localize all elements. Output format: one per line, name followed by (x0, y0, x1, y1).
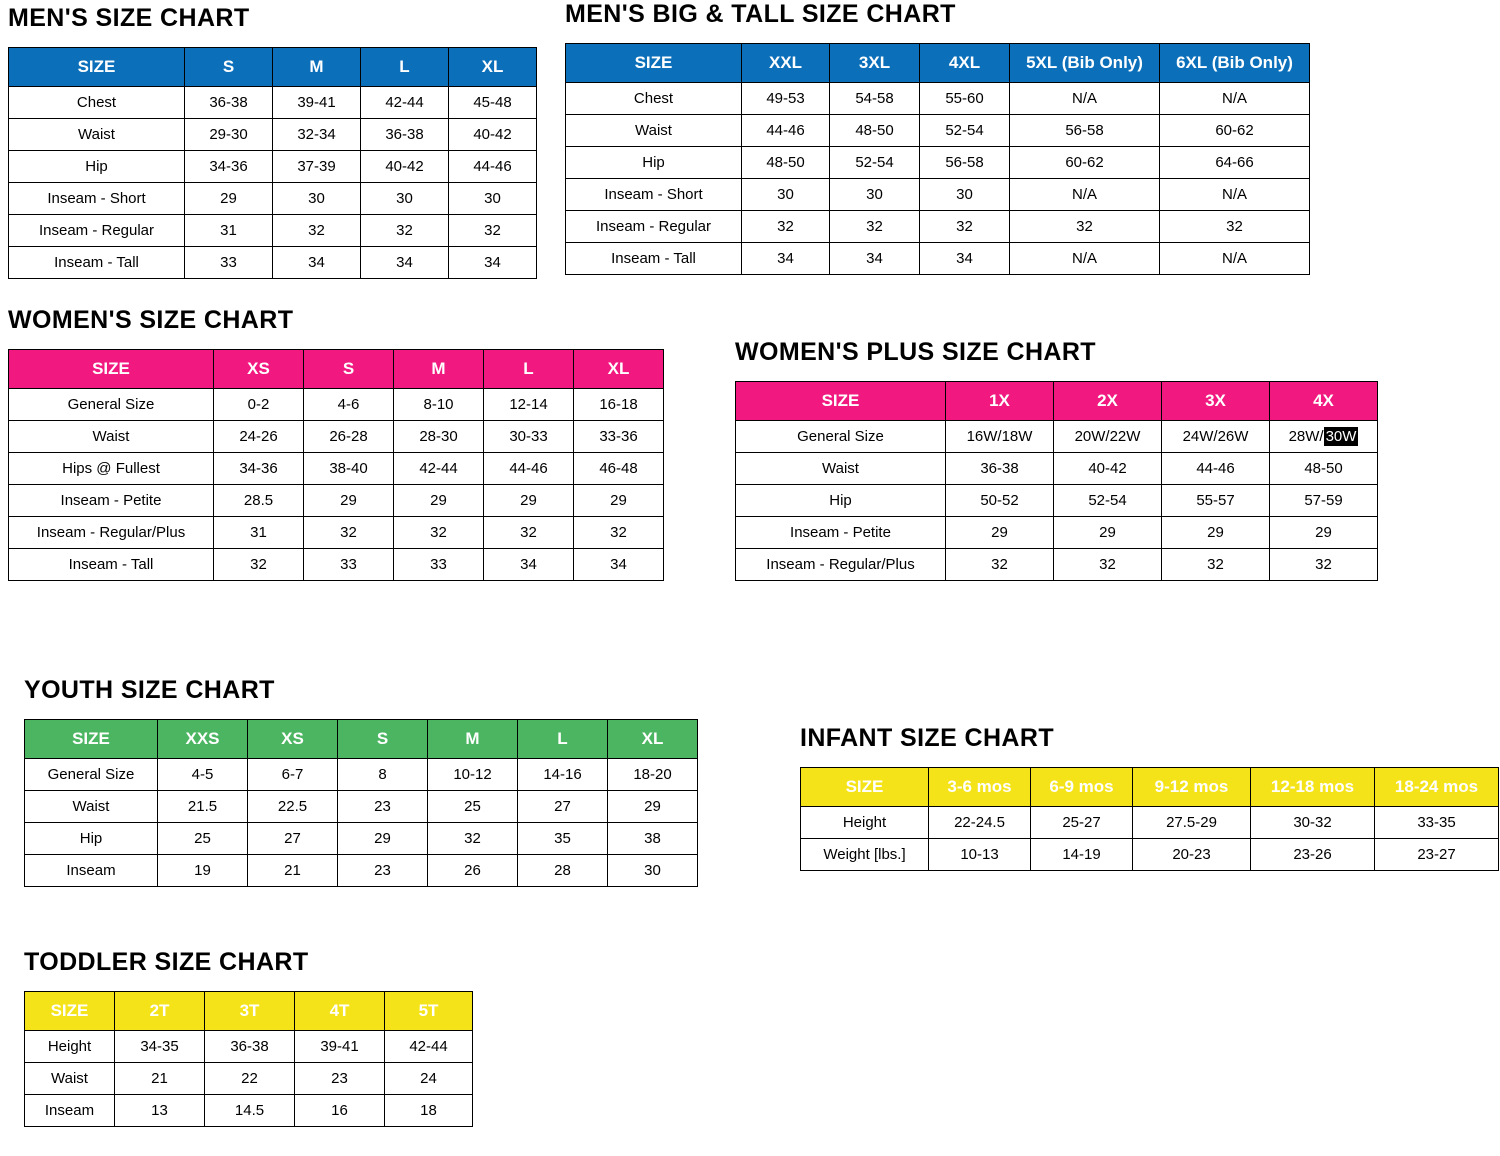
column-header: S (338, 720, 428, 759)
table-row (566, 147, 1310, 179)
column-header: L (518, 720, 608, 759)
table-cell: 56-58 (1010, 115, 1160, 147)
table-cell: 45-48 (449, 87, 537, 119)
table-cell: 10-12 (428, 759, 518, 791)
row-label: Hip (566, 147, 742, 179)
column-header: L (484, 350, 574, 389)
table-cell: 27.5-29 (1133, 807, 1251, 839)
row-label: Inseam (25, 855, 158, 887)
infant-size-table (800, 767, 1499, 871)
table-cell: 23 (295, 1063, 385, 1095)
table-cell: 23-27 (1375, 839, 1499, 871)
column-header: M (273, 48, 361, 87)
table-cell: 12-14 (484, 389, 574, 421)
row-label: Hip (736, 485, 946, 517)
column-header: L (361, 48, 449, 87)
table-row (801, 839, 1499, 871)
youth-size-chart-block (24, 676, 698, 887)
table-cell-selected: 28W/ 30W (1270, 421, 1378, 453)
table-cell: N/A (1160, 179, 1310, 211)
mens-size-chart-block (8, 4, 537, 279)
row-label: Inseam (25, 1095, 115, 1127)
table-cell: 20-23 (1133, 839, 1251, 871)
table-cell: 32 (1054, 549, 1162, 581)
table-cell: 22.5 (248, 791, 338, 823)
table-cell: 25-27 (1031, 807, 1133, 839)
table-row (25, 791, 698, 823)
table-cell: 20W/22W (1054, 421, 1162, 453)
column-header: 2X (1054, 382, 1162, 421)
table-cell: 29 (1054, 517, 1162, 549)
toddler-size-chart-block (24, 948, 473, 1127)
table-cell: 42-44 (361, 87, 449, 119)
table-cell: 32 (1270, 549, 1378, 581)
column-header: 18-24 mos (1375, 768, 1499, 807)
table-cell: 30 (361, 183, 449, 215)
table-cell: 27 (518, 791, 608, 823)
table-cell: 27 (248, 823, 338, 855)
table-row (25, 1031, 473, 1063)
table-cell: 32 (273, 215, 361, 247)
row-label: Waist (9, 421, 214, 453)
table-row (736, 549, 1378, 581)
table-cell: 49-53 (742, 83, 830, 115)
row-label: Waist (566, 115, 742, 147)
table-cell: 38 (608, 823, 698, 855)
table-cell: 42-44 (394, 453, 484, 485)
table-cell: N/A (1010, 83, 1160, 115)
table-cell: 34 (920, 243, 1010, 275)
table-cell: 34-36 (214, 453, 304, 485)
table-cell: 0-2 (214, 389, 304, 421)
table-cell: 32-34 (273, 119, 361, 151)
table-cell: 24 (385, 1063, 473, 1095)
table-cell: 13 (115, 1095, 205, 1127)
table-cell: 30 (742, 179, 830, 211)
row-label: Waist (736, 453, 946, 485)
table-cell: 30-32 (1251, 807, 1375, 839)
table-cell: 14.5 (205, 1095, 295, 1127)
table-cell: 28.5 (214, 485, 304, 517)
table-row (801, 807, 1499, 839)
table-cell: 30 (273, 183, 361, 215)
column-header: XXL (742, 44, 830, 83)
table-cell: 8 (338, 759, 428, 791)
column-header: 6-9 mos (1031, 768, 1133, 807)
table-cell: 32 (920, 211, 1010, 243)
row-label: Inseam - Regular (566, 211, 742, 243)
page-title-womens: WOMEN'S SIZE CHART (8, 306, 294, 334)
column-header: M (428, 720, 518, 759)
table-cell: 38-40 (304, 453, 394, 485)
selected-text: 30W (1325, 428, 1357, 445)
row-label: Waist (25, 1063, 115, 1095)
table-cell: N/A (1160, 243, 1310, 275)
table-cell: N/A (1010, 179, 1160, 211)
table-row (25, 1095, 473, 1127)
table-cell: 32 (394, 517, 484, 549)
table-cell: 35 (518, 823, 608, 855)
table-row (9, 119, 537, 151)
infant-size-chart-block (800, 724, 1499, 871)
table-cell: 44-46 (449, 151, 537, 183)
table-cell: 32 (214, 549, 304, 581)
table-cell: 18-20 (608, 759, 698, 791)
row-label: Height (801, 807, 929, 839)
table-cell: 31 (185, 215, 273, 247)
column-header: SIZE (9, 48, 185, 87)
table-cell: 29-30 (185, 119, 273, 151)
table-row (566, 83, 1310, 115)
table-cell: 64-66 (1160, 147, 1310, 179)
table-cell: 39-41 (295, 1031, 385, 1063)
table-cell: 4-6 (304, 389, 394, 421)
table-cell: 16 (295, 1095, 385, 1127)
table-cell: 18 (385, 1095, 473, 1127)
table-cell: N/A (1160, 83, 1310, 115)
table-cell: 25 (158, 823, 248, 855)
table-cell: 22-24.5 (929, 807, 1031, 839)
column-header: 9-12 mos (1133, 768, 1251, 807)
table-row (9, 215, 537, 247)
column-header: 12-18 mos (1251, 768, 1375, 807)
row-label: Inseam - Regular/Plus (736, 549, 946, 581)
table-cell: 32 (428, 823, 518, 855)
table-cell: 33-36 (574, 421, 664, 453)
table-cell: 44-46 (1162, 453, 1270, 485)
mens-big-tall-size-chart-block (565, 0, 1310, 275)
row-label: Inseam - Petite (736, 517, 946, 549)
table-cell: 29 (304, 485, 394, 517)
row-label: General Size (9, 389, 214, 421)
column-header: 5XL (Bib Only) (1010, 44, 1160, 83)
table-cell: 32 (574, 517, 664, 549)
table-header-row (9, 48, 537, 87)
row-label: Chest (9, 87, 185, 119)
column-header: XS (214, 350, 304, 389)
table-cell: 21.5 (158, 791, 248, 823)
toddler-size-table (24, 991, 473, 1127)
row-label: Inseam - Tall (9, 247, 185, 279)
row-label: Inseam - Short (9, 183, 185, 215)
table-cell: 36-38 (205, 1031, 295, 1063)
table-cell: 29 (185, 183, 273, 215)
column-header: 6XL (Bib Only) (1160, 44, 1310, 83)
table-cell: 55-60 (920, 83, 1010, 115)
table-cell: 60-62 (1010, 147, 1160, 179)
table-cell: 24W/26W (1162, 421, 1270, 453)
page-title-womens-plus: WOMEN'S PLUS SIZE CHART (735, 338, 1096, 366)
table-cell: 52-54 (920, 115, 1010, 147)
table-cell: 30 (608, 855, 698, 887)
table-cell: 23 (338, 855, 428, 887)
table-cell: 4-5 (158, 759, 248, 791)
table-cell: 36-38 (361, 119, 449, 151)
table-cell: 48-50 (742, 147, 830, 179)
table-cell: 50-52 (946, 485, 1054, 517)
table-cell: 48-50 (830, 115, 920, 147)
row-label: General Size (736, 421, 946, 453)
mens-size-table (8, 47, 537, 279)
youth-size-table (24, 719, 698, 887)
table-row (9, 389, 664, 421)
womens-size-chart-block (8, 306, 664, 581)
table-cell: 28 (518, 855, 608, 887)
table-cell: 34 (830, 243, 920, 275)
page-title-youth: YOUTH SIZE CHART (24, 676, 275, 704)
table-cell: 32 (1160, 211, 1310, 243)
page-title-toddler: TODDLER SIZE CHART (24, 948, 309, 976)
womens-plus-size-table (735, 381, 1378, 581)
row-label: Height (25, 1031, 115, 1063)
table-cell: 32 (361, 215, 449, 247)
table-cell: 48-50 (1270, 453, 1378, 485)
table-cell: N/A (1010, 243, 1160, 275)
table-cell: 36-38 (946, 453, 1054, 485)
table-cell: 34 (449, 247, 537, 279)
mens-big-tall-size-table (565, 43, 1310, 275)
table-cell: 34 (742, 243, 830, 275)
table-row (9, 421, 664, 453)
table-row (25, 855, 698, 887)
table-header-row (25, 720, 698, 759)
table-cell: 33 (185, 247, 273, 279)
column-header: 4XL (920, 44, 1010, 83)
row-label: Inseam - Petite (9, 485, 214, 517)
table-cell: 24-26 (214, 421, 304, 453)
table-cell: 52-54 (1054, 485, 1162, 517)
table-cell: 55-57 (1162, 485, 1270, 517)
table-cell: 34 (574, 549, 664, 581)
row-label: General Size (25, 759, 158, 791)
table-cell: 36-38 (185, 87, 273, 119)
column-header: 3XL (830, 44, 920, 83)
table-cell: 30 (920, 179, 1010, 211)
table-cell: 40-42 (449, 119, 537, 151)
table-cell: 34-35 (115, 1031, 205, 1063)
table-cell: 46-48 (574, 453, 664, 485)
table-header-row (801, 768, 1499, 807)
page-title-infant: INFANT SIZE CHART (800, 724, 1055, 752)
row-label: Inseam - Regular (9, 215, 185, 247)
table-row (9, 87, 537, 119)
column-header: XL (574, 350, 664, 389)
column-header: SIZE (801, 768, 929, 807)
table-row (566, 115, 1310, 147)
column-header: 2T (115, 992, 205, 1031)
table-cell: 33 (394, 549, 484, 581)
table-cell: 31 (214, 517, 304, 549)
row-label: Hip (25, 823, 158, 855)
column-header: XL (449, 48, 537, 87)
row-label: Waist (25, 791, 158, 823)
table-cell: 22 (205, 1063, 295, 1095)
table-header-row (566, 44, 1310, 83)
table-row (25, 1063, 473, 1095)
column-header: S (304, 350, 394, 389)
table-cell: 29 (946, 517, 1054, 549)
table-row (9, 151, 537, 183)
table-cell: 56-58 (920, 147, 1010, 179)
column-header: 5T (385, 992, 473, 1031)
column-header: SIZE (25, 992, 115, 1031)
womens-plus-size-chart-block (735, 338, 1378, 581)
table-cell: 32 (484, 517, 574, 549)
page-title-mens-big-tall: MEN'S BIG & TALL SIZE CHART (565, 0, 956, 28)
table-cell: 40-42 (361, 151, 449, 183)
table-cell: 14-16 (518, 759, 608, 791)
table-cell: 29 (338, 823, 428, 855)
table-cell: 16-18 (574, 389, 664, 421)
table-row (736, 421, 1378, 453)
table-row (736, 453, 1378, 485)
table-cell: 34-36 (185, 151, 273, 183)
table-cell: 26 (428, 855, 518, 887)
table-cell: 26-28 (304, 421, 394, 453)
table-cell: 33 (304, 549, 394, 581)
table-cell: 32 (449, 215, 537, 247)
table-row (566, 211, 1310, 243)
table-cell: 8-10 (394, 389, 484, 421)
column-header: XL (608, 720, 698, 759)
table-cell: 30-33 (484, 421, 574, 453)
table-cell: 32 (742, 211, 830, 243)
column-header: M (394, 350, 484, 389)
table-cell: 40-42 (1054, 453, 1162, 485)
table-cell: 32 (946, 549, 1054, 581)
table-cell: 32 (830, 211, 920, 243)
table-cell: 44-46 (742, 115, 830, 147)
table-cell: 34 (273, 247, 361, 279)
table-row (9, 453, 664, 485)
table-row (9, 183, 537, 215)
table-row (566, 243, 1310, 275)
row-label: Waist (9, 119, 185, 151)
table-header-row (25, 992, 473, 1031)
table-cell: 30 (449, 183, 537, 215)
column-header: S (185, 48, 273, 87)
table-row (736, 517, 1378, 549)
table-cell: 16W/18W (946, 421, 1054, 453)
column-header: 3X (1162, 382, 1270, 421)
table-cell: 52-54 (830, 147, 920, 179)
table-cell: 42-44 (385, 1031, 473, 1063)
table-cell: 23-26 (1251, 839, 1375, 871)
table-cell: 29 (608, 791, 698, 823)
table-cell: 28-30 (394, 421, 484, 453)
table-row (9, 549, 664, 581)
table-cell: 44-46 (484, 453, 574, 485)
table-row (25, 759, 698, 791)
table-cell: 33-35 (1375, 807, 1499, 839)
row-label: Inseam - Regular/Plus (9, 517, 214, 549)
table-header-row (9, 350, 664, 389)
column-header: 3T (205, 992, 295, 1031)
table-cell: 10-13 (929, 839, 1031, 871)
table-row (9, 485, 664, 517)
table-cell: 34 (484, 549, 574, 581)
column-header: 4T (295, 992, 385, 1031)
womens-size-table (8, 349, 664, 581)
table-cell: 32 (304, 517, 394, 549)
table-row (25, 823, 698, 855)
table-cell: 32 (1010, 211, 1160, 243)
table-cell: 19 (158, 855, 248, 887)
table-cell: 14-19 (1031, 839, 1133, 871)
column-header: SIZE (25, 720, 158, 759)
row-label: Hip (9, 151, 185, 183)
table-cell: 30 (830, 179, 920, 211)
row-label: Inseam - Tall (9, 549, 214, 581)
table-cell: 57-59 (1270, 485, 1378, 517)
row-label: Inseam - Tall (566, 243, 742, 275)
table-cell: 29 (484, 485, 574, 517)
table-cell: 60-62 (1160, 115, 1310, 147)
row-label: Chest (566, 83, 742, 115)
table-row (9, 247, 537, 279)
table-cell: 6-7 (248, 759, 338, 791)
row-label: Inseam - Short (566, 179, 742, 211)
column-header: 3-6 mos (929, 768, 1031, 807)
table-cell: 21 (248, 855, 338, 887)
table-cell: 34 (361, 247, 449, 279)
column-header: XS (248, 720, 338, 759)
page-title-mens: MEN'S SIZE CHART (8, 4, 250, 32)
table-cell: 54-58 (830, 83, 920, 115)
table-cell: 39-41 (273, 87, 361, 119)
table-row (736, 485, 1378, 517)
table-cell: 23 (338, 791, 428, 823)
column-header: 1X (946, 382, 1054, 421)
column-header: SIZE (736, 382, 946, 421)
table-cell: 21 (115, 1063, 205, 1095)
table-row (566, 179, 1310, 211)
table-cell: 29 (1270, 517, 1378, 549)
table-cell: 37-39 (273, 151, 361, 183)
row-label: Hips @ Fullest (9, 453, 214, 485)
table-row (9, 517, 664, 549)
table-header-row (736, 382, 1378, 421)
column-header: 4X (1270, 382, 1378, 421)
column-header: SIZE (9, 350, 214, 389)
table-cell: 29 (1162, 517, 1270, 549)
column-header: SIZE (566, 44, 742, 83)
table-cell: 29 (394, 485, 484, 517)
row-label: Weight [lbs.] (801, 839, 929, 871)
table-cell: 32 (1162, 549, 1270, 581)
table-cell: 25 (428, 791, 518, 823)
column-header: XXS (158, 720, 248, 759)
table-cell: 29 (574, 485, 664, 517)
